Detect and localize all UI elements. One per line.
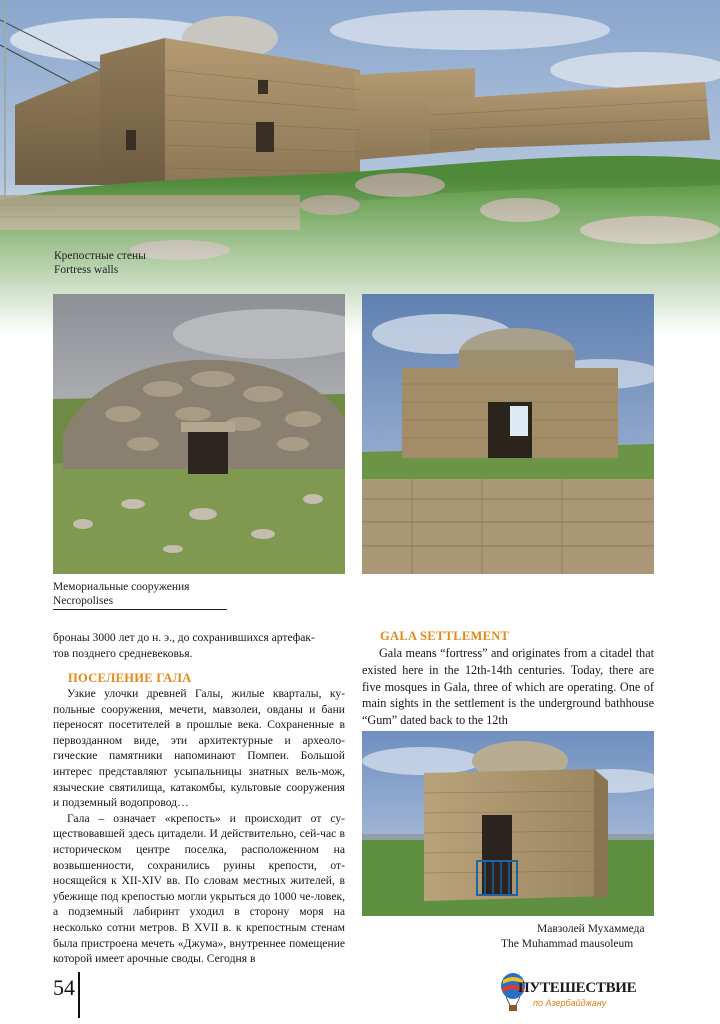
page-number: 54: [53, 975, 75, 1000]
gala-heading-en: GALA SETTLEMENT: [380, 629, 510, 643]
magazine-logo-subtitle: по Азербайджану: [533, 998, 607, 1008]
mausoleum-caption-ru: Мавзолей Мухаммеда: [537, 923, 645, 935]
paragraph-2: Гала – означает «крепость» и происходит от су-ществовавшей здесь цитадели. И действительно, сей-час в историческом центре поселка, расположенном на возвышенности, сохранились руины крепости, от-носящейся к XII-XIV вв. По словам местных жителей, в убежище под крепостью могли укрыться до 1000 че-ловек, а подземный лабиринт уходил в сторону моря на несколько сотни метров. В XVII в. к крепостным стенам была пристроена мечеть «Джума», внутреннее помещение которой имеет арочные своды. Сегодня в: [53, 811, 345, 966]
left-column-body: [53, 686, 345, 967]
mausoleum-photo: [362, 731, 654, 916]
necropolises-caption-ru: Мемориальные сооружения: [53, 581, 190, 593]
caption-divider: [53, 609, 227, 610]
necropolises-caption-en: Necropolises: [53, 595, 114, 607]
gala-paragraph-en: Gala means “fortress” and originates from a citadel that existed here in the 12th-14th centuries. Today, there are five mosques in Gala, three of which are operating. One of main sights in the settlement is the underground bathhouse “Gum” dated back to the 12th: [362, 646, 654, 728]
intro-line-2: тов позднего средневековья.: [53, 646, 193, 660]
magazine-logo-title: ПУТЕШЕСТВИЕ: [518, 980, 637, 996]
page-number-bar: [78, 972, 80, 1018]
left-column-intro: [53, 630, 345, 661]
domed-tomb-photo: [362, 294, 654, 574]
gala-heading-ru: ПОСЕЛЕНИЕ ГАЛА: [68, 671, 192, 685]
mausoleum-caption-en: The Muhammad mausoleum: [501, 938, 634, 950]
paragraph-1: Узкие улочки древней Галы, жилые кварталы, ку-польные сооружения, мечети, мавзолеи, овданы и бани переносят посетителей в прошлые века. Сохраненные в первозданном виде, эти архитектурные и археоло-гические памятники напоминают Помпеи. Большой интерес представляют усыпальницы знатных вель-мож, языческие святилища, катакомбы, культовые сооружения и подземный водопровод…: [53, 687, 345, 810]
fortress-walls-caption-ru: Крепостные стены: [54, 250, 146, 262]
intro-line-1: бронаы 3000 лет до н. э., до сохранившихся артефак-: [53, 631, 315, 644]
necropolis-photo: [53, 294, 345, 574]
fortress-walls-photo: [0, 0, 720, 335]
fortress-walls-caption-en: Fortress walls: [54, 264, 119, 276]
